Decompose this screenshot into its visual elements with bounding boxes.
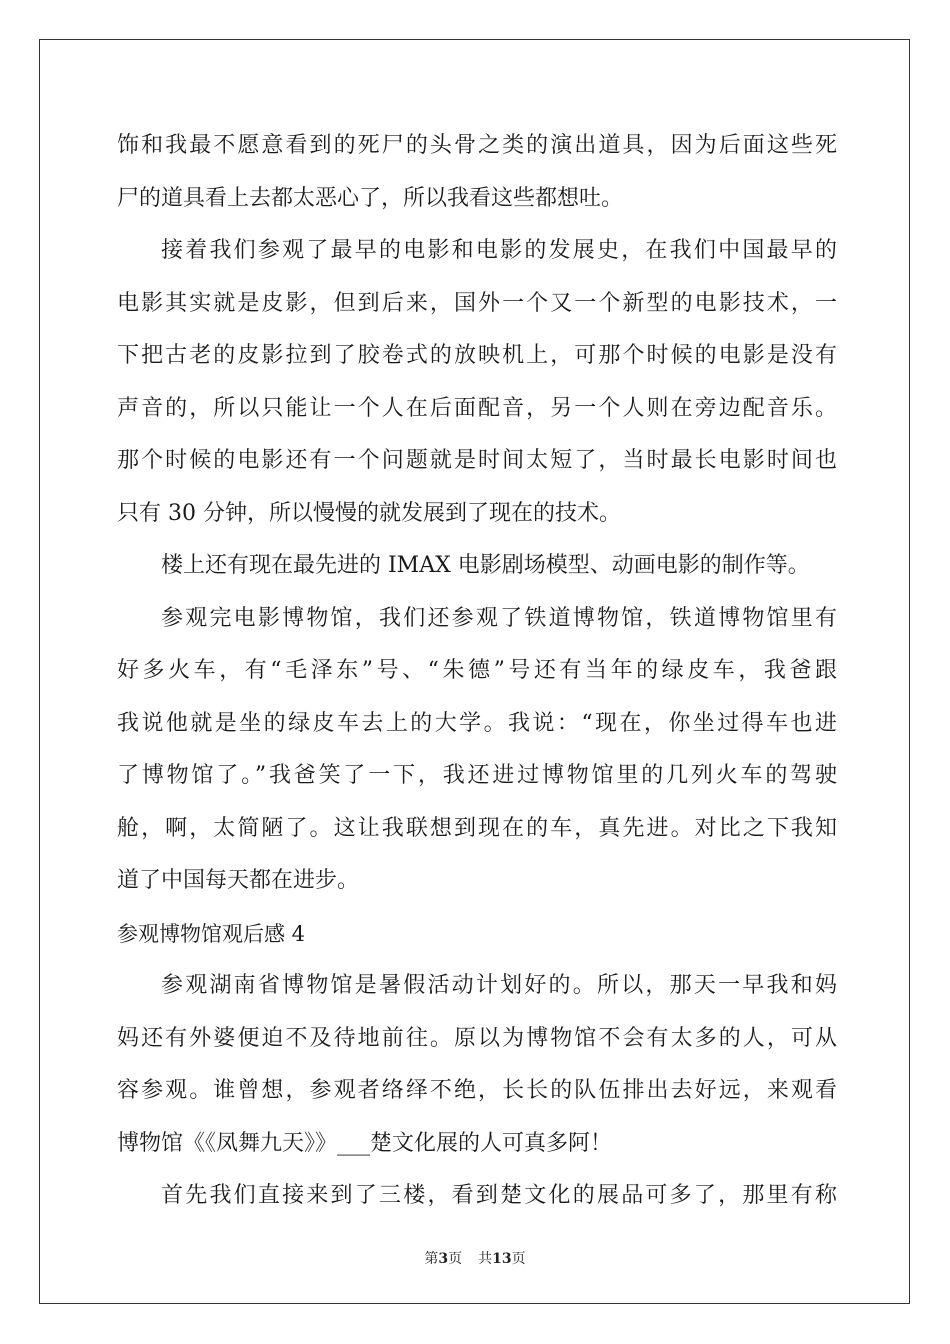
text-line: 道了中国每天都在进步。 (117, 868, 360, 893)
text-line: 尸的道具看上去都太恶心了，所以我看这些都想吐。 (117, 185, 624, 211)
text-line: 电影其实就是皮影，但到后来，国外一个又一个新型的电影技术，一 (117, 290, 837, 316)
text-line: 好多火车，有“毛泽东”号、“朱德”号还有当年的绿皮车，我爸跟 (117, 658, 837, 683)
text-line: 博物馆《《凤舞九天》》___楚文化展的人可真多阿！ (117, 1130, 613, 1156)
text-line: 下把古老的皮影拉到了胶卷式的放映机上，可那个时候的电影是没有 (117, 343, 837, 368)
page-prefix: 第 (424, 1251, 439, 1267)
text-line: 妈还有外婆便迫不及待地前往。原以为博物馆不会有太多的人，可从 (117, 1025, 837, 1051)
text-line: 接着我们参观了最早的电影和电影的发展史，在我们中国最早的 (161, 238, 837, 263)
text-line: 声音的，所以只能让一个人在后面配音，另一个人则在旁边配音乐。 (117, 395, 837, 421)
text-line: 饰和我最不愿意看到的死尸的头骨之类的演出道具，因为后面这些死 (117, 133, 837, 158)
total-prefix: 共 (478, 1251, 493, 1267)
text-line: 只有 30 分钟，所以慢慢的就发展到了现在的技术。 (117, 500, 621, 526)
page-footer (0, 1248, 950, 1268)
text-line: 参观湖南省博物馆是暑假活动计划好的。所以，那天一早我和妈 (161, 973, 837, 998)
text-line: 舱，啊，太简陋了。这让我联想到现在的车，真先进。对比之下我知 (117, 815, 837, 841)
total-suffix: 页 (511, 1251, 526, 1267)
text-line: 容参观。谁曾想，参观者络绎不绝，长长的队伍排出去好远，来观看 (117, 1078, 837, 1103)
text-line: 首先我们直接来到了三楼，看到楚文化的展品可多了，那里有称 (161, 1183, 837, 1208)
text-line: 那个时候的电影还有一个问题就是时间太短了，当时最长电影时间也 (117, 448, 837, 473)
text-line: 楼上还有现在最先进的 IMAX 电影剧场模型、动画电影的制作等。 (161, 553, 810, 578)
total-pages: 13 (492, 1251, 512, 1267)
page-suffix: 页 (448, 1251, 463, 1267)
text-line: 我说他就是坐的绿皮车去上的大学。我说：“现在，你坐过得车也进 (117, 710, 837, 736)
section-heading: 参观博物馆观后感 4 (117, 921, 306, 946)
document-body (117, 120, 837, 1223)
text-line: 参观完电影博物馆，我们还参观了铁道博物馆，铁道博物馆里有 (161, 605, 837, 631)
text-line: 了博物馆了。”我爸笑了一下，我还进过博物馆里的几列火车的驾驶 (117, 763, 837, 788)
page-number: 3 (438, 1251, 449, 1267)
